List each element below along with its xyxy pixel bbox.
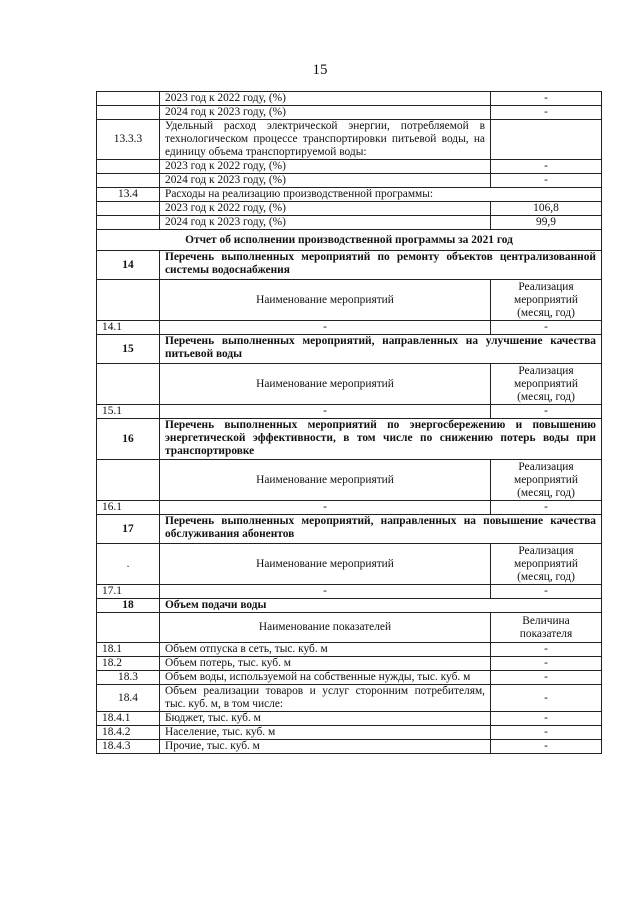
row-value: -	[491, 685, 602, 712]
table-row	[97, 405, 602, 419]
row-number: 16.1	[97, 501, 160, 515]
section-row	[97, 599, 602, 613]
column-header-value: Величина показателя	[491, 613, 602, 643]
row-number: 15.1	[97, 405, 160, 419]
section-title: Перечень выполненных мероприятий по энергосбережению и повышению энергетической эффективности, в том числе по снижению потерь воды при транспортировке	[160, 419, 602, 460]
row-number	[97, 92, 160, 106]
row-number	[97, 106, 160, 120]
row-text: Объем потерь, тыс. куб. м	[160, 657, 491, 671]
row-text: Объем отпуска в сеть, тыс. куб. м	[160, 643, 491, 657]
row-value: -	[491, 501, 602, 515]
table-row	[97, 643, 602, 657]
table-row	[97, 501, 602, 515]
column-header-row	[97, 613, 602, 643]
column-header-name: Наименование мероприятий	[160, 544, 491, 585]
table-row	[97, 174, 602, 188]
section-title: Перечень выполненных мероприятий по ремонту объектов централизованной системы водоснабжения	[160, 251, 602, 280]
section-row	[97, 335, 602, 364]
table-row	[97, 92, 602, 106]
row-text: -	[160, 501, 491, 515]
row-text: 2024 год к 2023 году, (%)	[160, 174, 491, 188]
row-number: 13.3.3	[97, 120, 160, 160]
row-number	[97, 613, 160, 643]
row-value: -	[491, 671, 602, 685]
table-row	[97, 671, 602, 685]
row-number	[97, 364, 160, 405]
column-header-name: Наименование показателей	[160, 613, 491, 643]
column-header-name: Наименование мероприятий	[160, 460, 491, 501]
row-number: .	[97, 544, 160, 585]
row-number: 18.3	[97, 671, 160, 685]
report-title: Отчет об исполнении производственной программы за 2021 год	[97, 230, 602, 251]
row-text: Объем реализации товаров и услуг сторонним потребителям, тыс. куб. м, в том числе:	[160, 685, 491, 712]
column-header-implementation: Реализация мероприятий (месяц, год)	[491, 280, 602, 321]
column-header-name: Наименование мероприятий	[160, 364, 491, 405]
section-row	[97, 251, 602, 280]
table-row	[97, 685, 602, 712]
row-text: -	[160, 321, 491, 335]
table-row	[97, 202, 602, 216]
column-header-implementation: Реализация мероприятий (месяц, год)	[491, 460, 602, 501]
row-text: Расходы на реализацию производственной программы:	[160, 188, 602, 202]
row-text: Прочие, тыс. куб. м	[160, 740, 491, 754]
row-number: 18.1	[97, 643, 160, 657]
table-row	[97, 321, 602, 335]
column-header-row	[97, 280, 602, 321]
row-text: Бюджет, тыс. куб. м	[160, 712, 491, 726]
row-number: 18.2	[97, 657, 160, 671]
row-text: 2023 год к 2022 году, (%)	[160, 202, 491, 216]
row-value: 99,9	[491, 216, 602, 230]
row-value: 106,8	[491, 202, 602, 216]
row-value: -	[491, 585, 602, 599]
section-number: 17	[97, 515, 160, 544]
column-header-row	[97, 364, 602, 405]
row-number: 13.4	[97, 188, 160, 202]
column-header-row	[97, 460, 602, 501]
row-value: -	[491, 740, 602, 754]
row-value: -	[491, 92, 602, 106]
row-text: Удельный расход электрической энергии, потребляемой в технологическом процессе транспортировки питьевой воды, на единицу объема транспортируемой воды:	[160, 120, 491, 160]
row-value: -	[491, 174, 602, 188]
row-value: -	[491, 657, 602, 671]
row-number	[97, 280, 160, 321]
row-number: 18.4.1	[97, 712, 160, 726]
column-header-name: Наименование мероприятий	[160, 280, 491, 321]
section-title: Объем подачи воды	[160, 599, 602, 613]
table-row	[97, 230, 602, 251]
table-row	[97, 585, 602, 599]
row-number	[97, 174, 160, 188]
row-number: 18.4.3	[97, 740, 160, 754]
row-value: -	[491, 321, 602, 335]
row-number	[97, 160, 160, 174]
table-row	[97, 106, 602, 120]
row-number: 18.4.2	[97, 726, 160, 740]
row-value: -	[491, 160, 602, 174]
table-row	[97, 120, 602, 160]
column-header-implementation: Реализация мероприятий (месяц, год)	[491, 364, 602, 405]
row-value: -	[491, 712, 602, 726]
row-text: 2023 год к 2022 году, (%)	[160, 160, 491, 174]
row-number: 14.1	[97, 321, 160, 335]
row-number	[97, 202, 160, 216]
row-value: -	[491, 405, 602, 419]
table-row	[97, 160, 602, 174]
row-value: -	[491, 643, 602, 657]
row-value: -	[491, 106, 602, 120]
section-number: 18	[97, 599, 160, 613]
table-row	[97, 188, 602, 202]
row-text: -	[160, 405, 491, 419]
row-number: 18.4	[97, 685, 160, 712]
section-number: 14	[97, 251, 160, 280]
row-number: 17.1	[97, 585, 160, 599]
section-title: Перечень выполненных мероприятий, направленных на повышение качества обслуживания абонентов	[160, 515, 602, 544]
report-table	[96, 91, 602, 754]
row-text: -	[160, 585, 491, 599]
row-text: 2024 год к 2023 году, (%)	[160, 106, 491, 120]
table-row	[97, 726, 602, 740]
section-row	[97, 515, 602, 544]
row-text: 2023 год к 2022 году, (%)	[160, 92, 491, 106]
row-text: 2024 год к 2023 году, (%)	[160, 216, 491, 230]
table-row	[97, 657, 602, 671]
table-row	[97, 712, 602, 726]
row-number	[97, 216, 160, 230]
row-number	[97, 460, 160, 501]
section-number: 15	[97, 335, 160, 364]
column-header-row	[97, 544, 602, 585]
section-number: 16	[97, 419, 160, 460]
table-row	[97, 740, 602, 754]
row-value: -	[491, 726, 602, 740]
row-text: Объем воды, используемой на собственные нужды, тыс. куб. м	[160, 671, 491, 685]
section-title: Перечень выполненных мероприятий, направленных на улучшение качества питьевой воды	[160, 335, 602, 364]
section-row	[97, 419, 602, 460]
row-value	[491, 120, 602, 160]
row-text: Население, тыс. куб. м	[160, 726, 491, 740]
table-row	[97, 216, 602, 230]
page-number: 15	[312, 62, 328, 78]
column-header-implementation: Реализация мероприятий (месяц, год)	[491, 544, 602, 585]
